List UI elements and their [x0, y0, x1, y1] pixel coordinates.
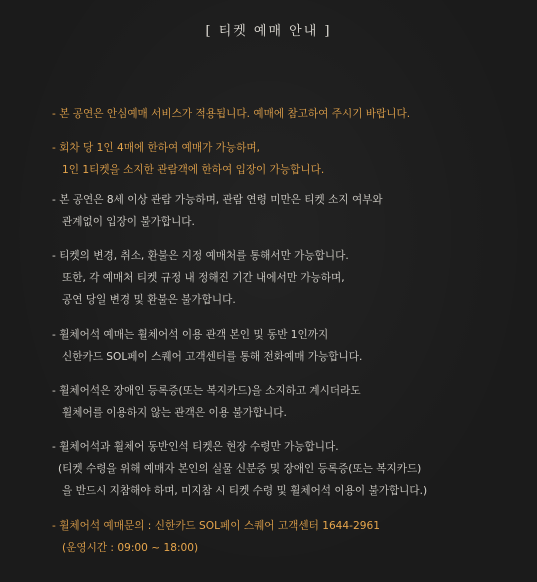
- notice-line: 공연 당일 변경 및 환불은 불가합니다.: [62, 294, 236, 306]
- notice-item-6: [52, 380, 532, 424]
- notice-line: - 휠체어석은 장애인 등록증(또는 복지카드)을 소지하고 계시더라도: [52, 385, 361, 397]
- notice-line: - 휠체어석 예매는 휠체어석 이용 관객 본인 및 동반 1인까지: [52, 329, 329, 341]
- notice-item-3: [52, 189, 532, 233]
- notice-line: - 본 공연은 8세 이상 관람 가능하며, 관람 연령 미만은 티켓 소지 여부와: [52, 194, 383, 206]
- notice-item-4: [52, 245, 532, 311]
- notice-item-2: [52, 137, 532, 181]
- notice-item-5: [52, 324, 532, 368]
- notice-line: 관계없이 입장이 불가합니다.: [62, 216, 195, 228]
- notice-line: 휠체어를 이용하지 않는 관객은 이용 불가합니다.: [62, 407, 287, 419]
- notice-line: - 휠체어석 예매문의 : 신한카드 SOL페이 스퀘어 고객센터 1644-2961: [52, 520, 380, 532]
- notice-line: (티켓 수령을 위해 예매자 본인의 실물 신분증 및 장애인 등록증(또는 복지카드): [58, 463, 422, 475]
- notice-item-1: [52, 103, 532, 125]
- notice-item-8: [52, 515, 532, 559]
- page-title: [ 티켓 예매 안내 ]: [205, 24, 332, 39]
- notice-line: 1인 1티켓을 소지한 관람객에 한하여 입장이 가능합니다.: [62, 164, 325, 176]
- notice-line: - 회차 당 1인 4매에 한하여 예매가 가능하며,: [52, 142, 260, 154]
- notice-line: 을 반드시 지참해야 하며, 미지참 시 티켓 수령 및 휠체어석 이용이 불가합니다.): [62, 485, 428, 497]
- notice-line: (운영시간 : 09:00 ~ 18:00): [62, 542, 199, 554]
- notice-line: - 본 공연은 안심예매 서비스가 적용됩니다. 예매에 참고하여 주시기 바랍니다.: [52, 108, 411, 120]
- notice-line: 또한, 각 예매처 티켓 규정 내 정해진 기간 내에서만 가능하며,: [62, 272, 345, 284]
- notice-line: - 티켓의 변경, 취소, 환불은 지정 예매처를 통해서만 가능합니다.: [52, 250, 349, 262]
- notice-item-7: [52, 436, 532, 502]
- notice-line: - 휠체어석과 휠체어 동반인석 티켓은 현장 수령만 가능합니다.: [52, 441, 339, 453]
- notice-line: 신한카드 SOL페이 스퀘어 고객센터를 통해 전화예매 가능합니다.: [62, 351, 363, 363]
